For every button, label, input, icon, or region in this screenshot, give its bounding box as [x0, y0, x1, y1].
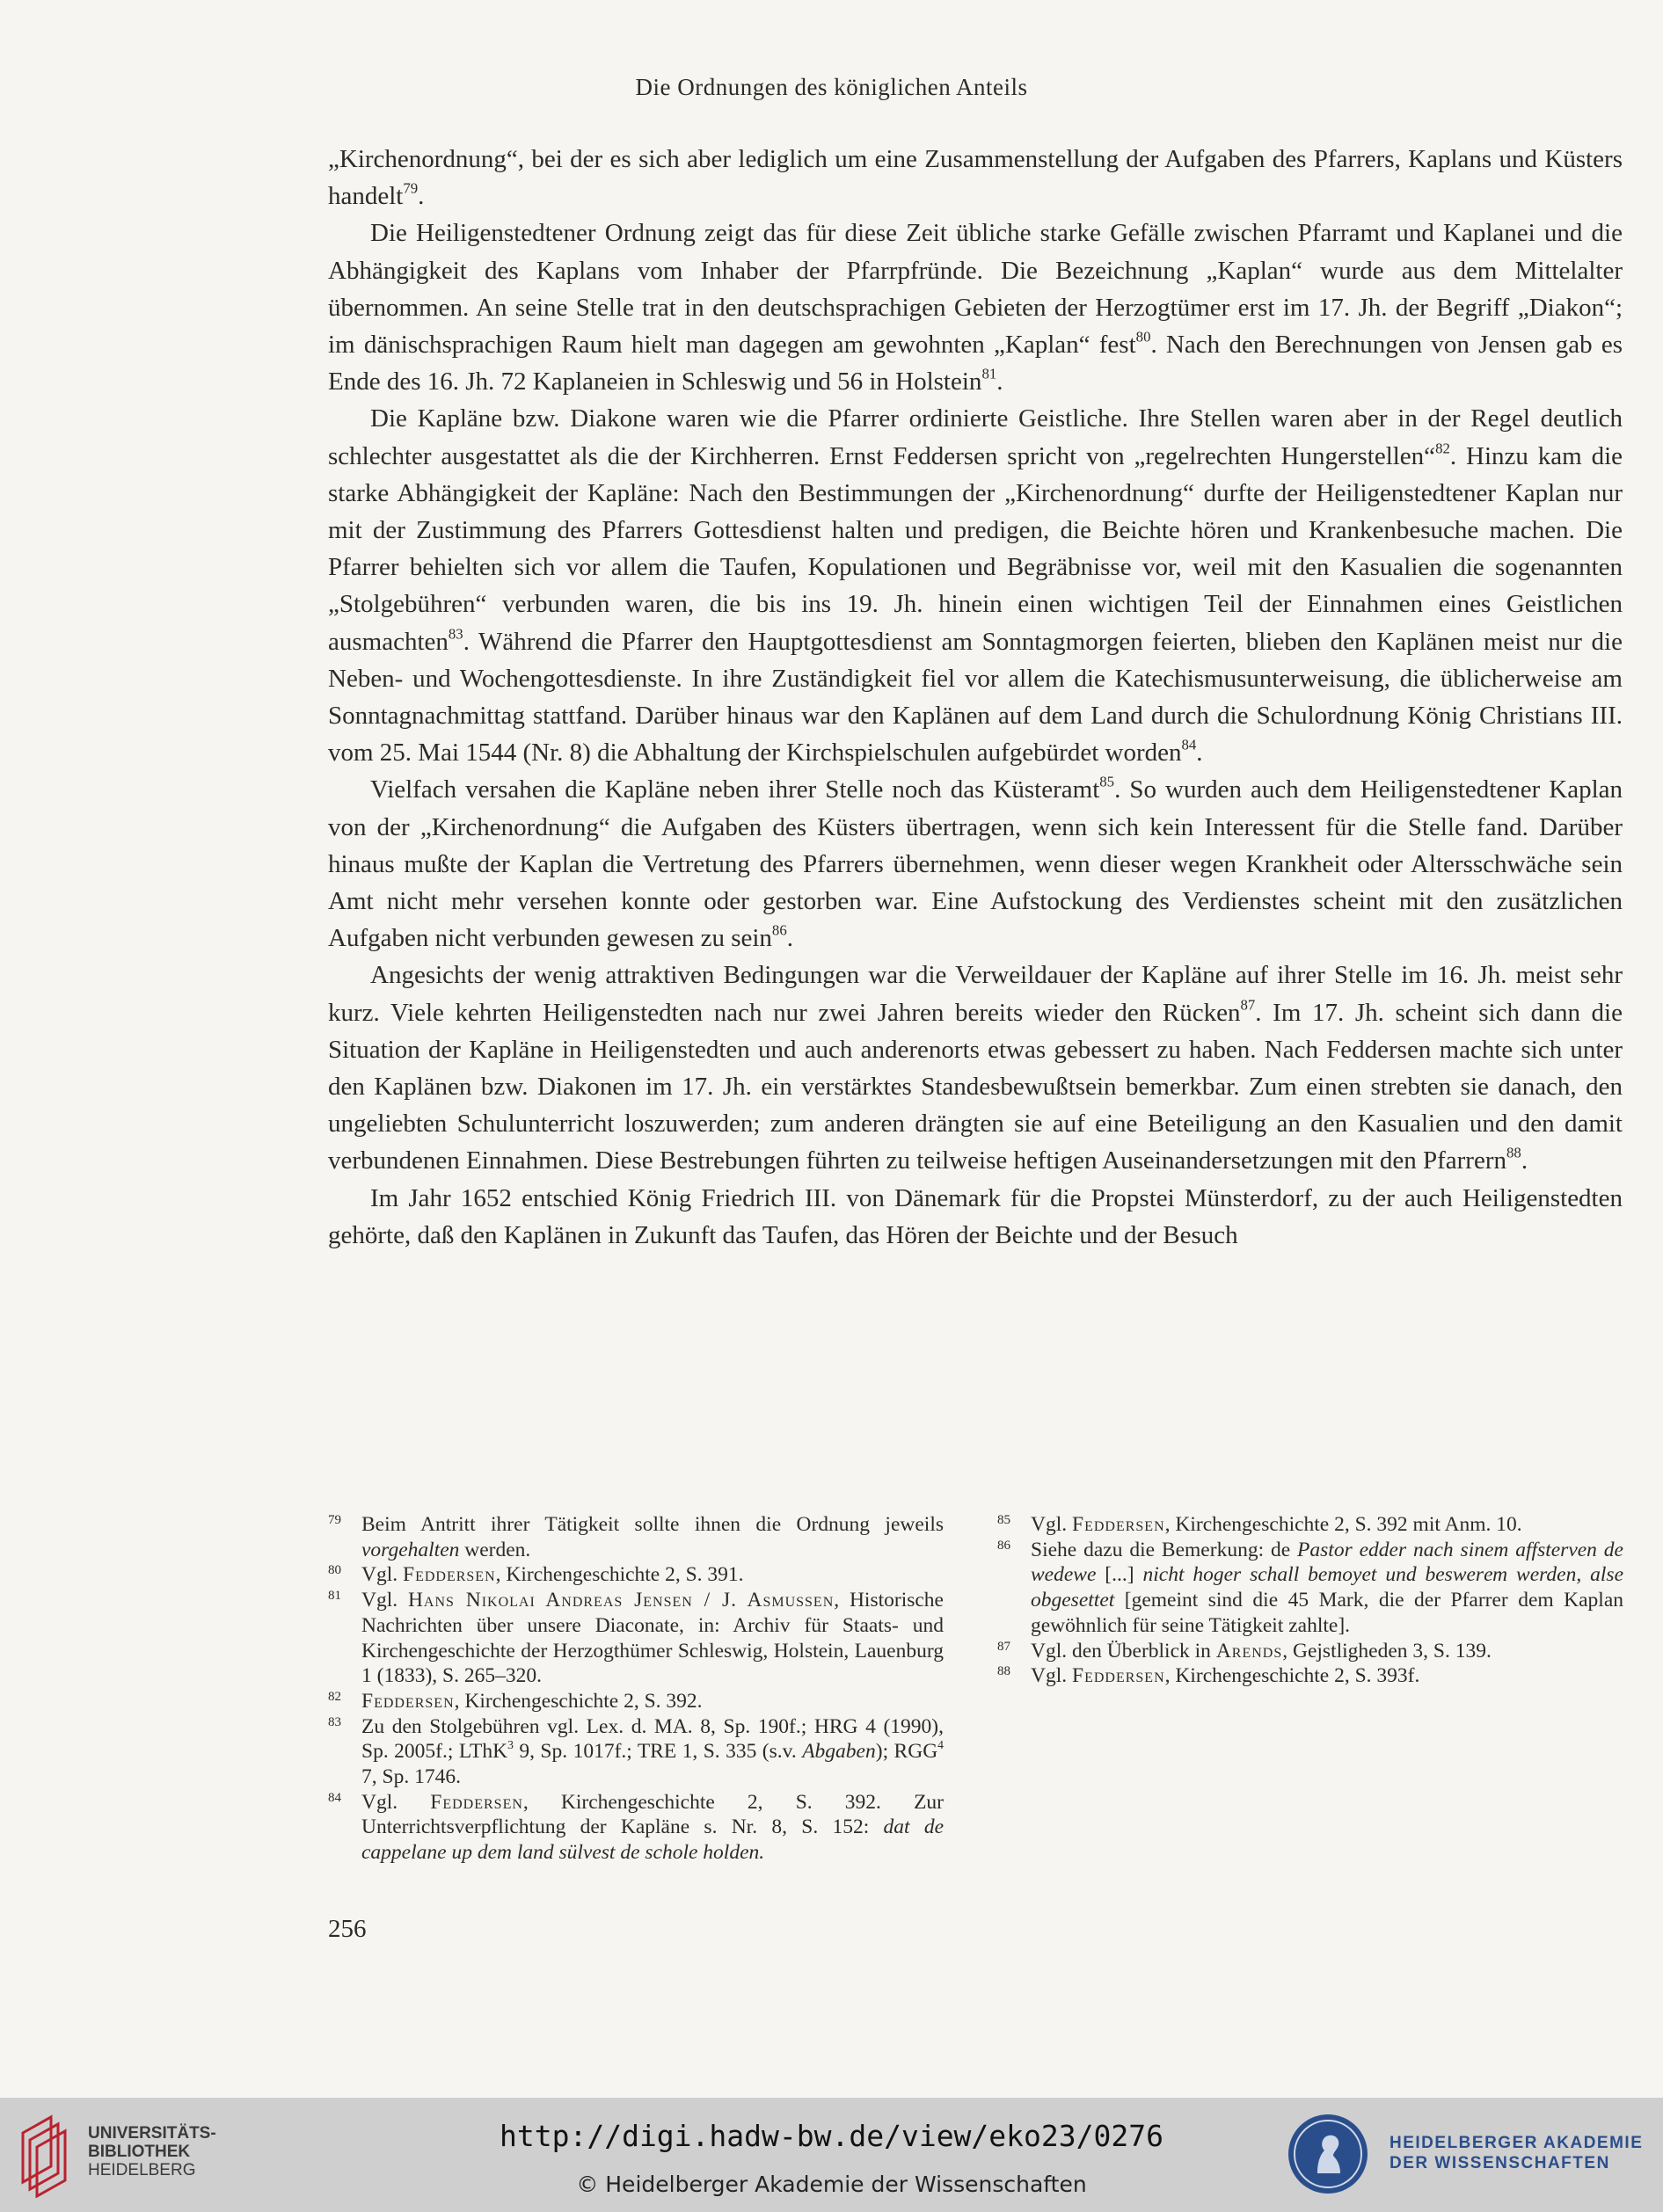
author-name: Arends	[1215, 1639, 1283, 1663]
text: .	[996, 367, 1003, 397]
footnote-number: 84	[328, 1790, 341, 1805]
author-name: Feddersen	[403, 1563, 496, 1587]
text: . Nach den Berechnungen von Jensen gab es Ende des 16. Jh. 72 Kaplaneien in Schleswig und 56 in Holstein	[328, 331, 1623, 397]
footnote-ref[interactable]: 79	[403, 179, 419, 197]
text: ); RGG	[875, 1740, 938, 1764]
footnote-79	[328, 1512, 944, 1562]
text: Beim Antritt ihrer Tätigkeit sollte ihnen die Ordnung jeweils	[361, 1513, 944, 1536]
text: [...]	[1096, 1563, 1143, 1587]
text: Vgl.	[361, 1563, 403, 1587]
text: Angesichts der wenig attraktiven Bedingungen war die Verweildauer der Kapläne auf ihrer Stelle im 16. Jh. meist sehr kurz. Viele kehrten Heiligenstedten nach nur zwei Jahren bereits wieder den Rücken	[328, 961, 1623, 1027]
text: Vgl.	[361, 1790, 431, 1814]
text: .	[1196, 739, 1203, 768]
footnote-ref[interactable]: 83	[448, 625, 463, 643]
author-name: Feddersen	[1072, 1513, 1165, 1536]
permalink-url[interactable]: http://digi.hadw-bw.de/view/eko23/0276	[500, 2119, 1163, 2153]
footnote-ref[interactable]: 81	[981, 365, 997, 382]
text: Pastor edder nach sinem affsterven de wedewe	[1031, 1538, 1623, 1587]
text: 7, Sp. 1746.	[361, 1765, 461, 1789]
text: Siehe dazu die Bemerkung:	[1031, 1538, 1271, 1561]
footnote-ref[interactable]: 87	[1240, 996, 1256, 1014]
edition-number: 3	[507, 1738, 514, 1752]
paragraph-3	[328, 400, 1623, 771]
footnote-84	[328, 1790, 944, 1866]
text: , Kirchengeschichte 2, S. 391.	[495, 1563, 744, 1587]
text: BIBLIOTHEK	[88, 2143, 191, 2161]
running-head: Die Ordnungen des königlichen Anteils	[635, 74, 1028, 100]
footnotes-left-column	[328, 1512, 944, 1866]
paragraph-1	[328, 141, 1623, 215]
text: Zu den Stolgebühren vgl. Lex. d. MA. 8, Sp. 190f.; HRG 4 (1990), Sp. 2005f.; LThK	[361, 1714, 944, 1764]
text: . Hinzu kam die starke Abhängigkeit der Kapläne: Nach den Bestimmungen der „Kirchenordnung“ durfte der Heiligenstedtener Kaplan nur mit der Zustimmung des Pfarrers Gottesdienst halten und predigen, die Beichte hören und Krankenbesuche machen. Die Pfarrer behielten sich vor allem die Taufen, Kopulationen und Begräbnisse vor, weil mit den Kasualien die sogenannten „Stolgebühren“ verbunden waren, die bis ins 19. Jh. hinein einen wichtigen Teil der Einnahmen eines Geistlichen ausmachten	[328, 441, 1623, 656]
footnote-ref[interactable]: 85	[1099, 773, 1115, 790]
footnote-number: 79	[328, 1513, 341, 1527]
text: .	[1521, 1146, 1528, 1175]
text: Die Kapläne bzw. Diakone waren wie die Pfarrer ordinierte Geistliche. Ihre Stellen waren aber in der Regel deutlich schlechter ausgestattet als die der Kirchherren. Ernst Feddersen spricht von „regelrechten Hungerstellen“	[328, 404, 1623, 470]
text: HEIDELBERGER AKADEMIE	[1389, 2134, 1644, 2152]
footnote-81	[328, 1588, 944, 1689]
footnote-83	[328, 1714, 944, 1790]
text: de	[1270, 1538, 1298, 1561]
footnote-88	[997, 1663, 1623, 1689]
footnote-87	[997, 1639, 1623, 1664]
text: Die Heiligenstedtener Ordnung zeigt das für diese Zeit übliche starke Gefälle zwischen Pfarramt und Kaplanei und die Abhängigkeit des Kaplans vom Inhaber der Pfarrpfründe. Die Bezeichnung „Kaplan“ wurde aus dem Mittelalter übernommen. An seine Stelle trat in den deutschsprachigen Gebieten der Herzogtümer erst im 17. Jh. der Begriff „Diakon“; im dänischsprachigen Raum hielt man dagegen am gewohnten „Kaplan“ fest	[328, 219, 1623, 360]
text: , Kirchengeschichte 2, S. 392 mit Anm. 10.	[1164, 1513, 1522, 1536]
text: , Kirchengeschichte 2, S. 393f.	[1164, 1664, 1420, 1688]
text: Im Jahr 1652 entschied König Friedrich III. von Dänemark für die Propstei Münsterdorf, zu der auch Heiligenstedten gehörte, daß den Kaplänen in Zukunft das Taufen, das Hören der Beichte und der Besuch	[328, 1183, 1623, 1249]
footnote-80	[328, 1562, 944, 1588]
footnote-number: 86	[997, 1538, 1010, 1553]
author-name: Feddersen	[361, 1689, 455, 1713]
footnote-number: 87	[997, 1639, 1010, 1654]
text: , Gejstligheden 3, S. 139.	[1282, 1639, 1492, 1663]
text: Vielfach versahen die Kapläne neben ihrer Stelle noch das Küsteramt	[370, 775, 1100, 804]
text: Abgaben	[802, 1740, 876, 1764]
author-name: Feddersen	[1072, 1664, 1165, 1688]
footnote-number: 85	[997, 1513, 1010, 1527]
footnotes-right-column	[997, 1512, 1623, 1689]
text: dat de cappelane up dem land sülvest de schole holden.	[361, 1815, 944, 1865]
paragraph-4	[328, 771, 1623, 957]
footnote-ref[interactable]: 82	[1435, 440, 1450, 457]
copyright-notice: © Heidelberger Akademie der Wissenschaften	[576, 2172, 1087, 2197]
text: HEIDELBERG	[88, 2161, 196, 2179]
text: UNIVERSITÄTS-	[88, 2124, 216, 2143]
text: Vgl.	[361, 1589, 408, 1612]
text: , Historische Nachrichten über unsere Diaconate, in: Archiv für Staats- und Kirchengeschichte der Herzogthümer Schleswig, Holstein, Lauenburg 1 (1833), S. 265–320.	[361, 1589, 944, 1688]
text: werden.	[459, 1538, 531, 1561]
page-number: 256	[328, 1915, 367, 1943]
footnote-85	[997, 1512, 1623, 1538]
text: , Kirchengeschichte 2, S. 392.	[454, 1689, 703, 1713]
text: 9, Sp. 1017f.; TRE 1, S. 335 (s.v.	[513, 1740, 803, 1764]
footnote-number: 82	[328, 1689, 341, 1704]
text: vorgehalten	[361, 1538, 460, 1561]
text: . So wurden auch dem Heiligenstedtener Kaplan von der „Kirchenordnung“ die Aufgaben des Küsters übertragen, wenn sich kein Interessent für die Stelle fand. Darüber hinaus mußte der Kaplan die Vertretung des Pfarrers übernehmen, wenn dieser wegen Krankheit oder Altersschwäche sein Amt nicht mehr versehen konnte oder gestorben war. Eine Aufstockung des Verdienstes scheint mit den zusätzlichen Aufgaben nicht verbunden gewesen zu sein	[328, 775, 1623, 953]
text: Vgl.	[1031, 1664, 1072, 1688]
paragraph-5	[328, 957, 1623, 1179]
footnote-82	[328, 1689, 944, 1714]
footnote-86	[997, 1538, 1623, 1639]
paragraph-6	[328, 1180, 1623, 1254]
footnote-number: 88	[997, 1664, 1010, 1679]
text: Vgl.	[1031, 1513, 1072, 1536]
text: .	[786, 924, 793, 953]
author-name: Hans Nikolai Andreas Jensen / J. Asmussen	[407, 1589, 835, 1612]
text: nicht hoger schall bemoyet und beswerет werden, alse obgesettet	[1031, 1563, 1623, 1612]
footnote-number: 83	[328, 1714, 341, 1729]
paragraph-2	[328, 215, 1623, 400]
academy-name	[1389, 2133, 1643, 2173]
text: . Während die Pfarrer den Hauptgottesdienst am Sonntagmorgen feierten, blieben den Kaplänen meist nur die Neben- und Wochengottesdienste. In ihre Zuständigkeit fiel vor allem die Katechismusunterweisung, die üblicherweise am Sonntagnachmittag stattfand. Darüber hinaus war den Kaplänen auf dem Land durch die Schulordnung König Christians III. vom 25. Mai 1544 (Nr. 8) die Abhaltung der Kirchspielschulen aufgebürdet worden	[328, 627, 1623, 768]
text: .	[418, 182, 425, 211]
text: . Im 17. Jh. scheint sich dann die Situation der Kapläne in Heiligenstedten und auch anderenorts etwas gebessert zu haben. Nach Feddersen machte sich unter den Kaplänen bzw. Diakonen im 17. Jh. ein verstärktes Standesbewußtsein bemerkbar. Zum einen strebten sie danach, den ungeliebten Schulunterricht loszuwerden; zum anderen drängten sie auf eine Beteiligung an den Kasualien und den damit verbundenen Einnahmen. Diese Bestrebungen führten zu teilweise heftigen Auseinandersetzungen mit den Pfarrern	[328, 998, 1623, 1175]
text: DER WISSENSCHAFTEN	[1389, 2154, 1610, 2172]
footnote-ref[interactable]: 88	[1506, 1144, 1521, 1161]
text: , Kirchengeschichte 2, S. 392. Zur Unterrichtsverpflichtung der Kapläne s. Nr. 8, S. 152:	[361, 1790, 944, 1839]
edition-number: 4	[937, 1738, 944, 1752]
footnote-ref[interactable]: 84	[1181, 736, 1197, 753]
footnote-number: 81	[328, 1589, 341, 1604]
footer-bar	[0, 2098, 1663, 2212]
body-text	[328, 141, 1623, 1254]
footnote-number: 80	[328, 1563, 341, 1578]
footnote-ref[interactable]: 80	[1135, 328, 1151, 346]
text: Vgl. den Überblick in	[1031, 1639, 1216, 1663]
text: „Kirchenordnung“, bei der es sich aber lediglich um eine Zusammenstellung der Aufgaben des Pfarrers, Kaplans und Küsters handelt	[328, 145, 1623, 211]
footnote-ref[interactable]: 86	[771, 921, 787, 939]
academy-seal-icon	[1286, 2112, 1370, 2196]
author-name: Feddersen	[430, 1790, 523, 1814]
text: [gemeint sind die 45 Mark, die der Pfarrer dem Kaplan gewöhnlich für seine Tätigkeit zahlte].	[1031, 1589, 1623, 1637]
